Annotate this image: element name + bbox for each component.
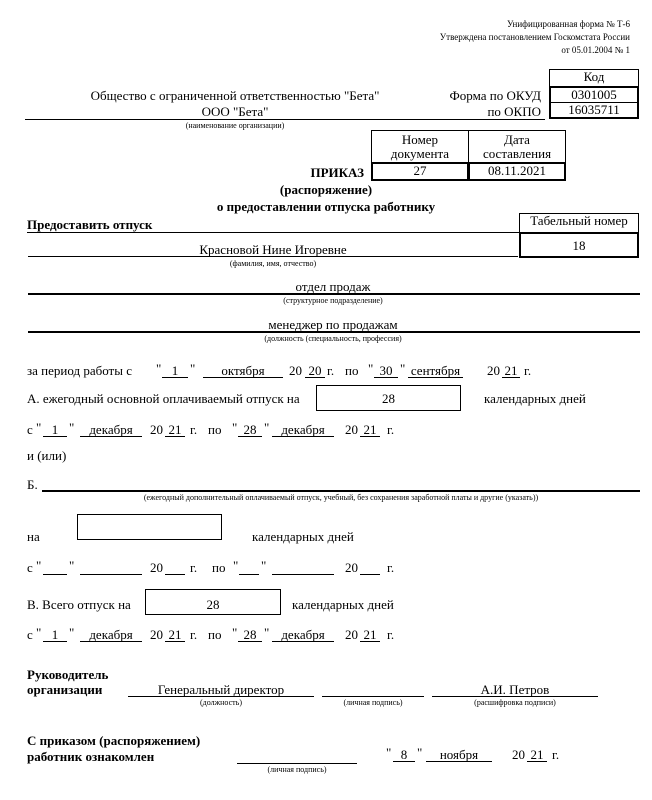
total-to-day: 28 — [243, 627, 257, 642]
director-position: Генеральный директор — [157, 682, 285, 697]
section-a-to-day: 28 — [243, 422, 257, 437]
total-from-month: декабря — [89, 627, 133, 642]
organization-full-name: Общество с ограниченной ответственностью "Бета" — [90, 88, 380, 103]
and-or-label: и (или) — [27, 448, 67, 463]
department-caption: (структурное подразделение) — [283, 296, 383, 305]
ack-month: ноября — [439, 747, 479, 762]
period-from-year: 20 — [308, 363, 322, 378]
doc-number-value: 27 — [371, 162, 469, 181]
grant-label: Предоставить отпуск — [27, 217, 153, 232]
tab-number-value: 18 — [519, 232, 639, 258]
section-a-to-month: декабря — [281, 422, 325, 437]
employee-name-caption: (фамилия, имя, отчество) — [229, 259, 317, 268]
employee-name: Красновой Нине Игоревне — [199, 242, 347, 257]
section-b-label: Б. — [27, 477, 38, 492]
okpo-label: по ОКПО — [487, 104, 541, 119]
section-a-to-year: 21 — [363, 422, 377, 437]
director-name: А.И. Петров — [480, 682, 550, 697]
form-title: Унифицированная форма № Т-6 — [506, 19, 630, 29]
doc-purpose: о предоставлении отпуска работнику — [216, 199, 436, 214]
ack-signature-caption: (личная подпись) — [267, 765, 327, 774]
doc-date-header: Дата составления — [468, 130, 566, 163]
director-name-caption: (расшифровка подписи) — [474, 698, 556, 707]
section-a-label: А. ежегодный основной оплачиваемый отпуск на — [27, 391, 300, 406]
total-from-year: 21 — [168, 627, 182, 642]
period-from-month: октября — [221, 363, 265, 378]
director-label-1: Руководитель — [27, 667, 109, 682]
director-label-2: организации — [27, 682, 103, 697]
section-a-days: 28 — [316, 385, 461, 411]
total-days: 28 — [145, 589, 281, 615]
ack-year: 21 — [530, 747, 544, 762]
ack-label-1: С приказом (распоряжением) — [27, 733, 201, 748]
ack-day: 8 — [400, 747, 408, 762]
okpo-code: 16035711 — [549, 102, 639, 119]
tab-number-header: Табельный номер — [519, 213, 639, 233]
department: отдел продаж — [295, 279, 371, 294]
total-to-month: декабря — [281, 627, 325, 642]
doc-subtitle: (распоряжение) — [279, 182, 373, 197]
period-label: за период работы с — [27, 363, 132, 378]
section-b-days-box — [77, 514, 222, 540]
organization-caption: (наименование организации) — [185, 121, 285, 130]
okud-code: 0301005 — [549, 86, 639, 103]
period-to-day: 30 — [379, 363, 393, 378]
director-position-caption: (должность) — [200, 698, 242, 707]
okud-label: Форма по ОКУД — [449, 88, 541, 103]
doc-number-header: Номер документа — [371, 130, 469, 163]
code-header: Код — [549, 69, 639, 87]
section-a-from-year: 21 — [168, 422, 182, 437]
section-a-from-month: декабря — [89, 422, 133, 437]
total-from-day: 1 — [51, 627, 59, 642]
approval-line: Утверждена постановлением Госкомстата России — [439, 32, 630, 42]
ack-label-2: работник ознакомлен — [27, 749, 155, 764]
position-caption: (должность (специальность, профессия) — [264, 334, 402, 343]
approval-date: от 05.01.2004 № 1 — [561, 45, 630, 55]
position: менеджер по продажам — [268, 317, 398, 332]
organization-short-name: ООО "Бета" — [201, 104, 269, 119]
period-to-month: сентября — [410, 363, 461, 378]
period-from-day: 1 — [171, 363, 179, 378]
total-label: В. Всего отпуск на — [27, 597, 131, 612]
section-a-from-day: 1 — [51, 422, 59, 437]
doc-date-value: 08.11.2021 — [468, 162, 566, 181]
total-to-year: 21 — [363, 627, 377, 642]
period-to-year: 21 — [504, 363, 518, 378]
doc-title: ПРИКАЗ — [310, 165, 364, 180]
director-signature-caption: (личная подпись) — [343, 698, 403, 707]
section-b-caption: (ежегодный дополнительный оплачиваемый отпуск, учебный, без сохранения заработной платы и другие (указать)) — [143, 493, 539, 502]
